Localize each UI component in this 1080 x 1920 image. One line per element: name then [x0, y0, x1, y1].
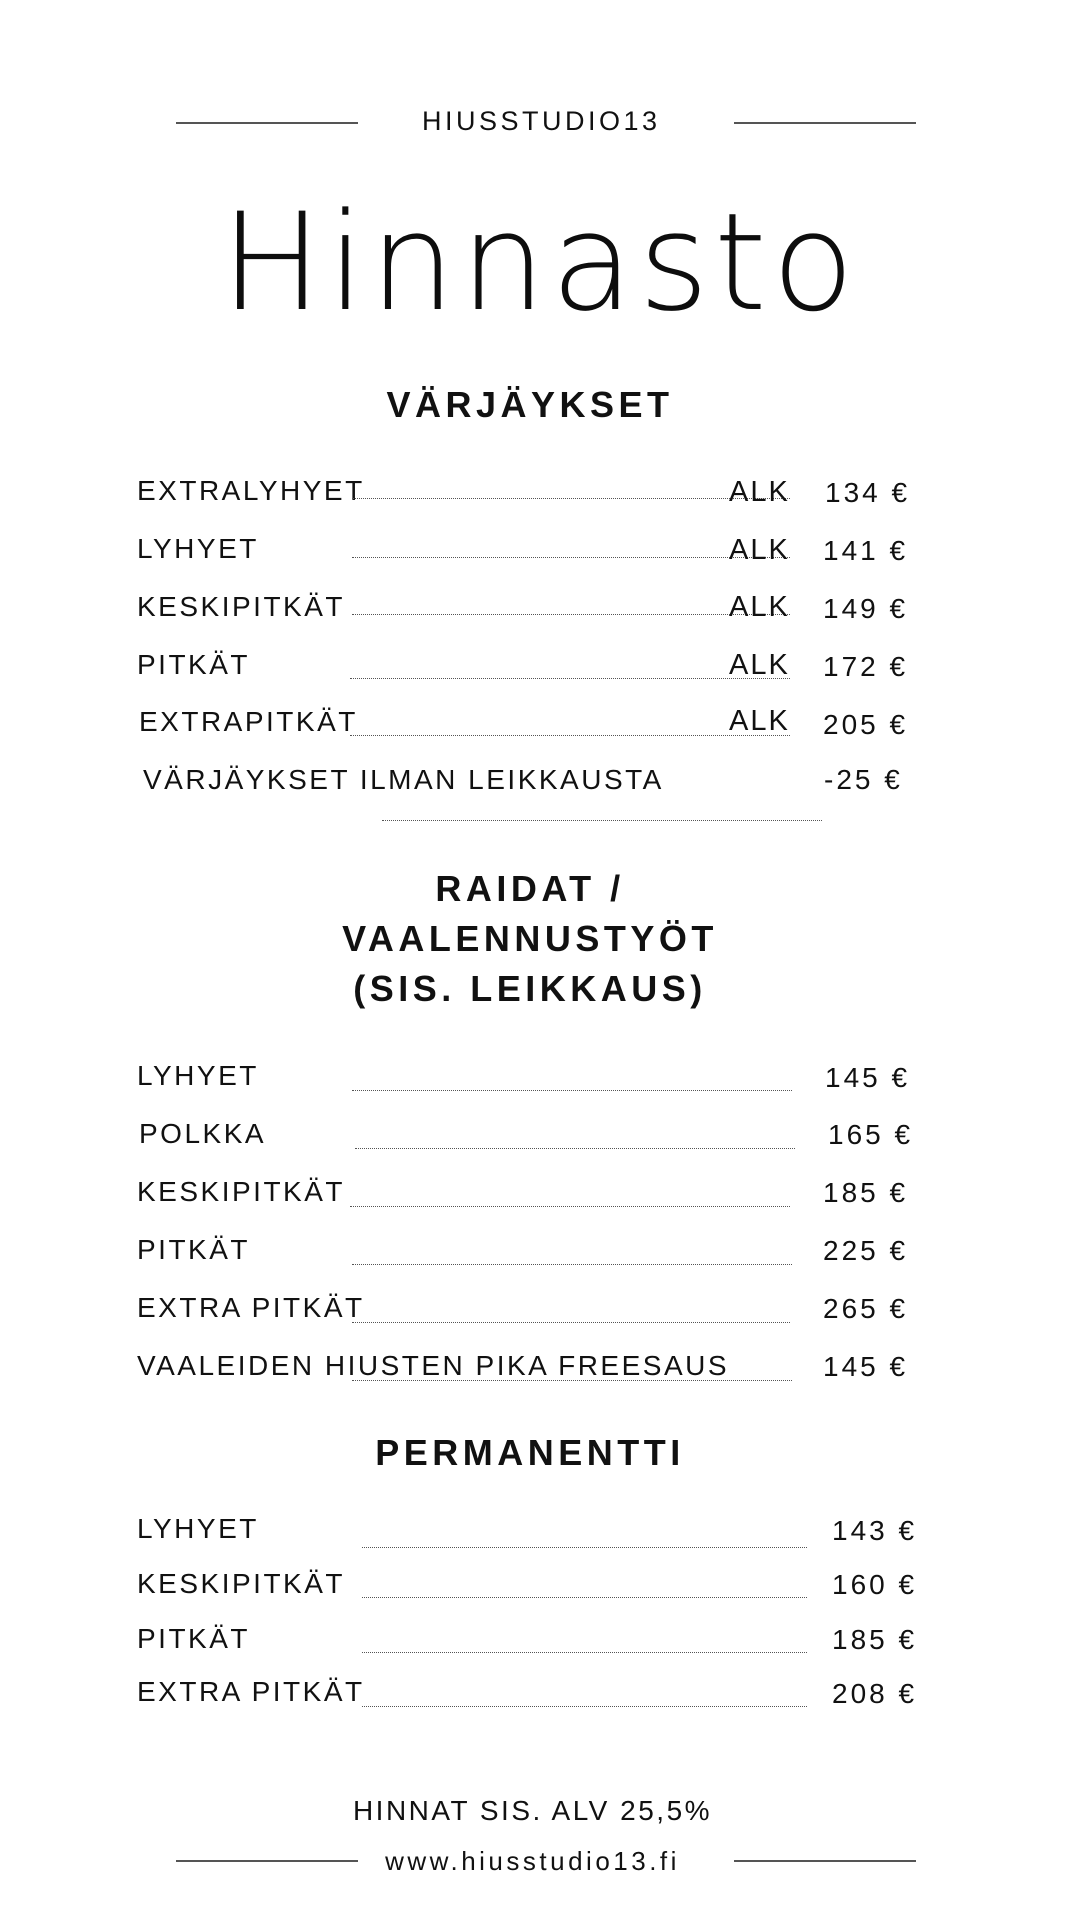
list-item-price: 185 € [823, 1177, 909, 1208]
dotted-leader [352, 1264, 792, 1265]
section-heading-line: RAIDAT / [435, 868, 625, 909]
list-item-price: 265 € [823, 1293, 909, 1324]
page-title: Hinnasto [220, 184, 860, 341]
list-item-name: VÄRJÄYKSET ILMAN LEIKKAUSTA [143, 764, 664, 795]
list-item-price: 172 € [823, 651, 909, 682]
list-item-price: 208 € [832, 1678, 918, 1709]
list-item-price: 145 € [825, 1062, 911, 1093]
list-item-name: LYHYET [137, 533, 259, 564]
header-rule-right [734, 122, 916, 124]
list-item-name: EXTRAPITKÄT [139, 706, 358, 737]
list-item-price: 165 € [828, 1119, 914, 1150]
dotted-leader [352, 1322, 790, 1323]
list-item-name: POLKKA [139, 1118, 267, 1149]
list-item-price: 149 € [823, 593, 909, 624]
dotted-leader [352, 557, 790, 558]
dotted-leader [350, 735, 790, 736]
list-item-name: LYHYET [137, 1513, 259, 1544]
list-item-prefix: ALK [729, 476, 790, 508]
list-item-name: PITKÄT [137, 649, 251, 680]
list-item-prefix: ALK [729, 649, 790, 681]
footer-rule-right [734, 1860, 916, 1862]
list-item-name: KESKIPITKÄT [137, 591, 345, 622]
list-item-name: EXTRA PITKÄT [137, 1292, 365, 1323]
list-item-name: LYHYET [137, 1060, 259, 1091]
section-heading-line: (SIS. LEIKKAUS) [353, 968, 707, 1009]
list-item-price: 145 € [823, 1351, 909, 1382]
website-link[interactable]: www.hiusstudio13.fi [385, 1846, 680, 1876]
list-item-name: EXTRA PITKÄT [137, 1676, 365, 1707]
list-item-name: VAALEIDEN HIUSTEN PIKA FREESAUS [137, 1350, 730, 1381]
list-item-name: KESKIPITKÄT [137, 1568, 345, 1599]
list-item-price: 205 € [823, 709, 909, 740]
vat-note: HINNAT SIS. ALV 25,5% [352, 1795, 713, 1826]
brand-name: HIUSSTUDIO13 [422, 106, 661, 136]
list-item-prefix: ALK [729, 591, 790, 623]
section-heading-line: VAALENNUSTYÖT [342, 918, 718, 959]
list-item-prefix: ALK [729, 705, 790, 737]
dotted-leader [352, 614, 790, 615]
list-item-name: PITKÄT [137, 1623, 251, 1654]
section-heading-perm: PERMANENTTI [375, 1432, 685, 1473]
list-item-name: PITKÄT [137, 1234, 251, 1265]
list-item-price: 134 € [825, 477, 911, 508]
list-item-price: -25 € [824, 764, 903, 795]
list-item-price: 160 € [832, 1569, 918, 1600]
dotted-leader [352, 1090, 792, 1091]
dotted-leader [352, 1380, 792, 1381]
list-item-price: 141 € [823, 535, 909, 566]
list-item-prefix: ALK [729, 534, 790, 566]
list-item-name: EXTRALYHYET [137, 475, 365, 506]
dotted-leader [362, 1652, 807, 1653]
dotted-leader [355, 1148, 795, 1149]
dotted-leader [362, 1597, 807, 1598]
list-item-price: 225 € [823, 1235, 909, 1266]
list-item-name: KESKIPITKÄT [137, 1176, 345, 1207]
dotted-leader [362, 1547, 807, 1548]
dotted-leader [350, 678, 790, 679]
dotted-leader [382, 820, 822, 821]
dotted-leader [350, 1206, 790, 1207]
dotted-leader [362, 1706, 807, 1707]
header-rule-left [176, 122, 358, 124]
section-heading-coloring: VÄRJÄYKSET [386, 384, 674, 425]
list-item-price: 143 € [832, 1515, 918, 1546]
dotted-leader [352, 498, 790, 499]
list-item-price: 185 € [832, 1624, 918, 1655]
